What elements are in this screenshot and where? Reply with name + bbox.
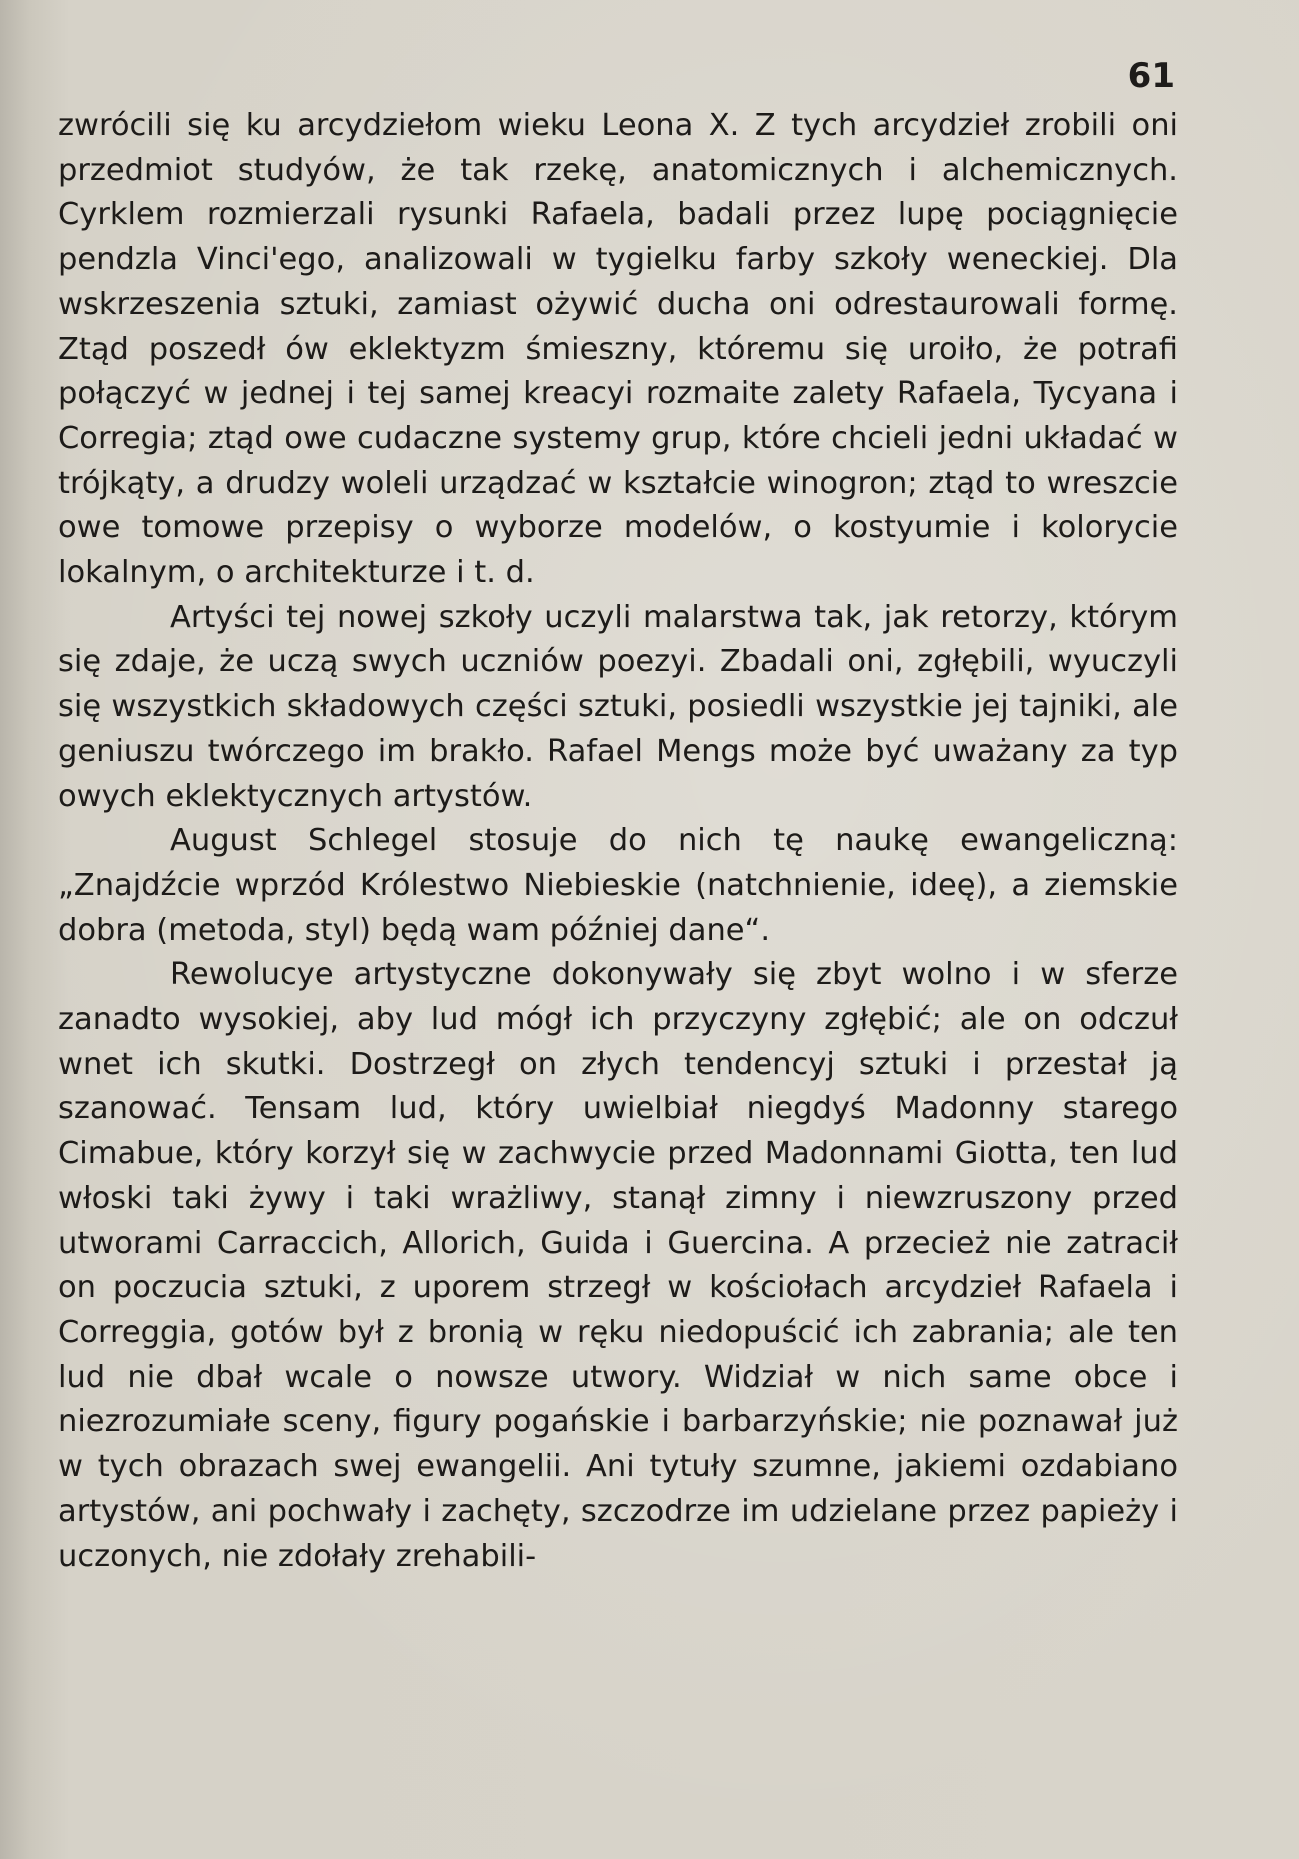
page-text [58,104,1178,1579]
page-number: 61 [1127,56,1175,96]
paragraph-schlegel: August Schlegel stosuje do nich tę naukę ewangeliczną: „Znajdźcie wprzód Królestwo Niebieskie (natchnienie, ideę), a ziemskie dobra (metoda, styl) będą wam później dane“. [58,823,1178,948]
paragraph-revolutions: Rewolucye artystyczne dokonywały się zbyt wolno i w sferze zanadto wysokiej, aby lud mógł ich przyczyny zgłębić; ale on odczuł wnet ich skutki. Dostrzegł on złych tendencyj sztuki i przestał ją szanować. Tensam lud, który uwielbiał niegdyś Madonny starego Cimabue, który korzył się w zachwycie przed Madonnami Giotta, ten lud włoski taki żywy i taki wrażliwy, stanął zimny i niewzruszony przed utworami Carraccich, Allorich, Guida i Guercina. A przecież nie zatracił on poczucia sztuki, z uporem strzegł w kościołach arcydzieł Rafaela i Correggia, gotów był z bronią w ręku niedopuścić ich zabrania; ale ten lud nie dbał wcale o nowsze utwory. Widział w nich same obce i niezrozumiałe sceny, figury pogańskie i barbarzyńskie; nie poznawał już w tych obrazach swej ewangelii. Ani tytuły szumne, jakiemi ozdabiano artystów, ani pochwały i zachęty, szczodrze im udzielane przez papieży i uczonych, nie zdołały zrehabili- [58,957,1178,1574]
paragraph-continuation: zwrócili się ku arcydziełom wieku Leona X. Z tych arcydzieł zrobili oni przedmiot studyów, że tak rzekę, anatomicznych i alchemicznych. Cyrklem rozmierzali rysunki Rafaela, badali przez lupę pociągnięcie pendzla Vinci'ego, analizowali w tygielku farby szkoły weneckiej. Dla wskrzeszenia sztuki, zamiast ożywić ducha oni odrestaurowali formę. Ztąd poszedł ów eklektyzm śmieszny, któremu się uroiło, że potrafi połączyć w jednej i tej samej kreacyi rozmaite zalety Rafaela, Tycyana i Corregia; ztąd owe cudaczne systemy grup, które chcieli jedni układać w trójkąty, a drudzy woleli urządzać w kształcie winogron; ztąd to wreszcie owe tomowe przepisy o wyborze modelów, o kostyumie i kolorycie lokalnym, o architekturze i t. d. [58,108,1178,591]
paragraph-artists: Artyści tej nowej szkoły uczyli malarstwa tak, jak retorzy, którym się zdaje, że uczą swych uczniów poezyi. Zbadali oni, zgłębili, wyuczyli się wszystkich składowych części sztuki, posiedli wszystkie jej tajniki, ale geniuszu twórczego im brakło. Rafael Mengs może być uważany za typ owych eklektycznych artystów. [58,599,1178,814]
